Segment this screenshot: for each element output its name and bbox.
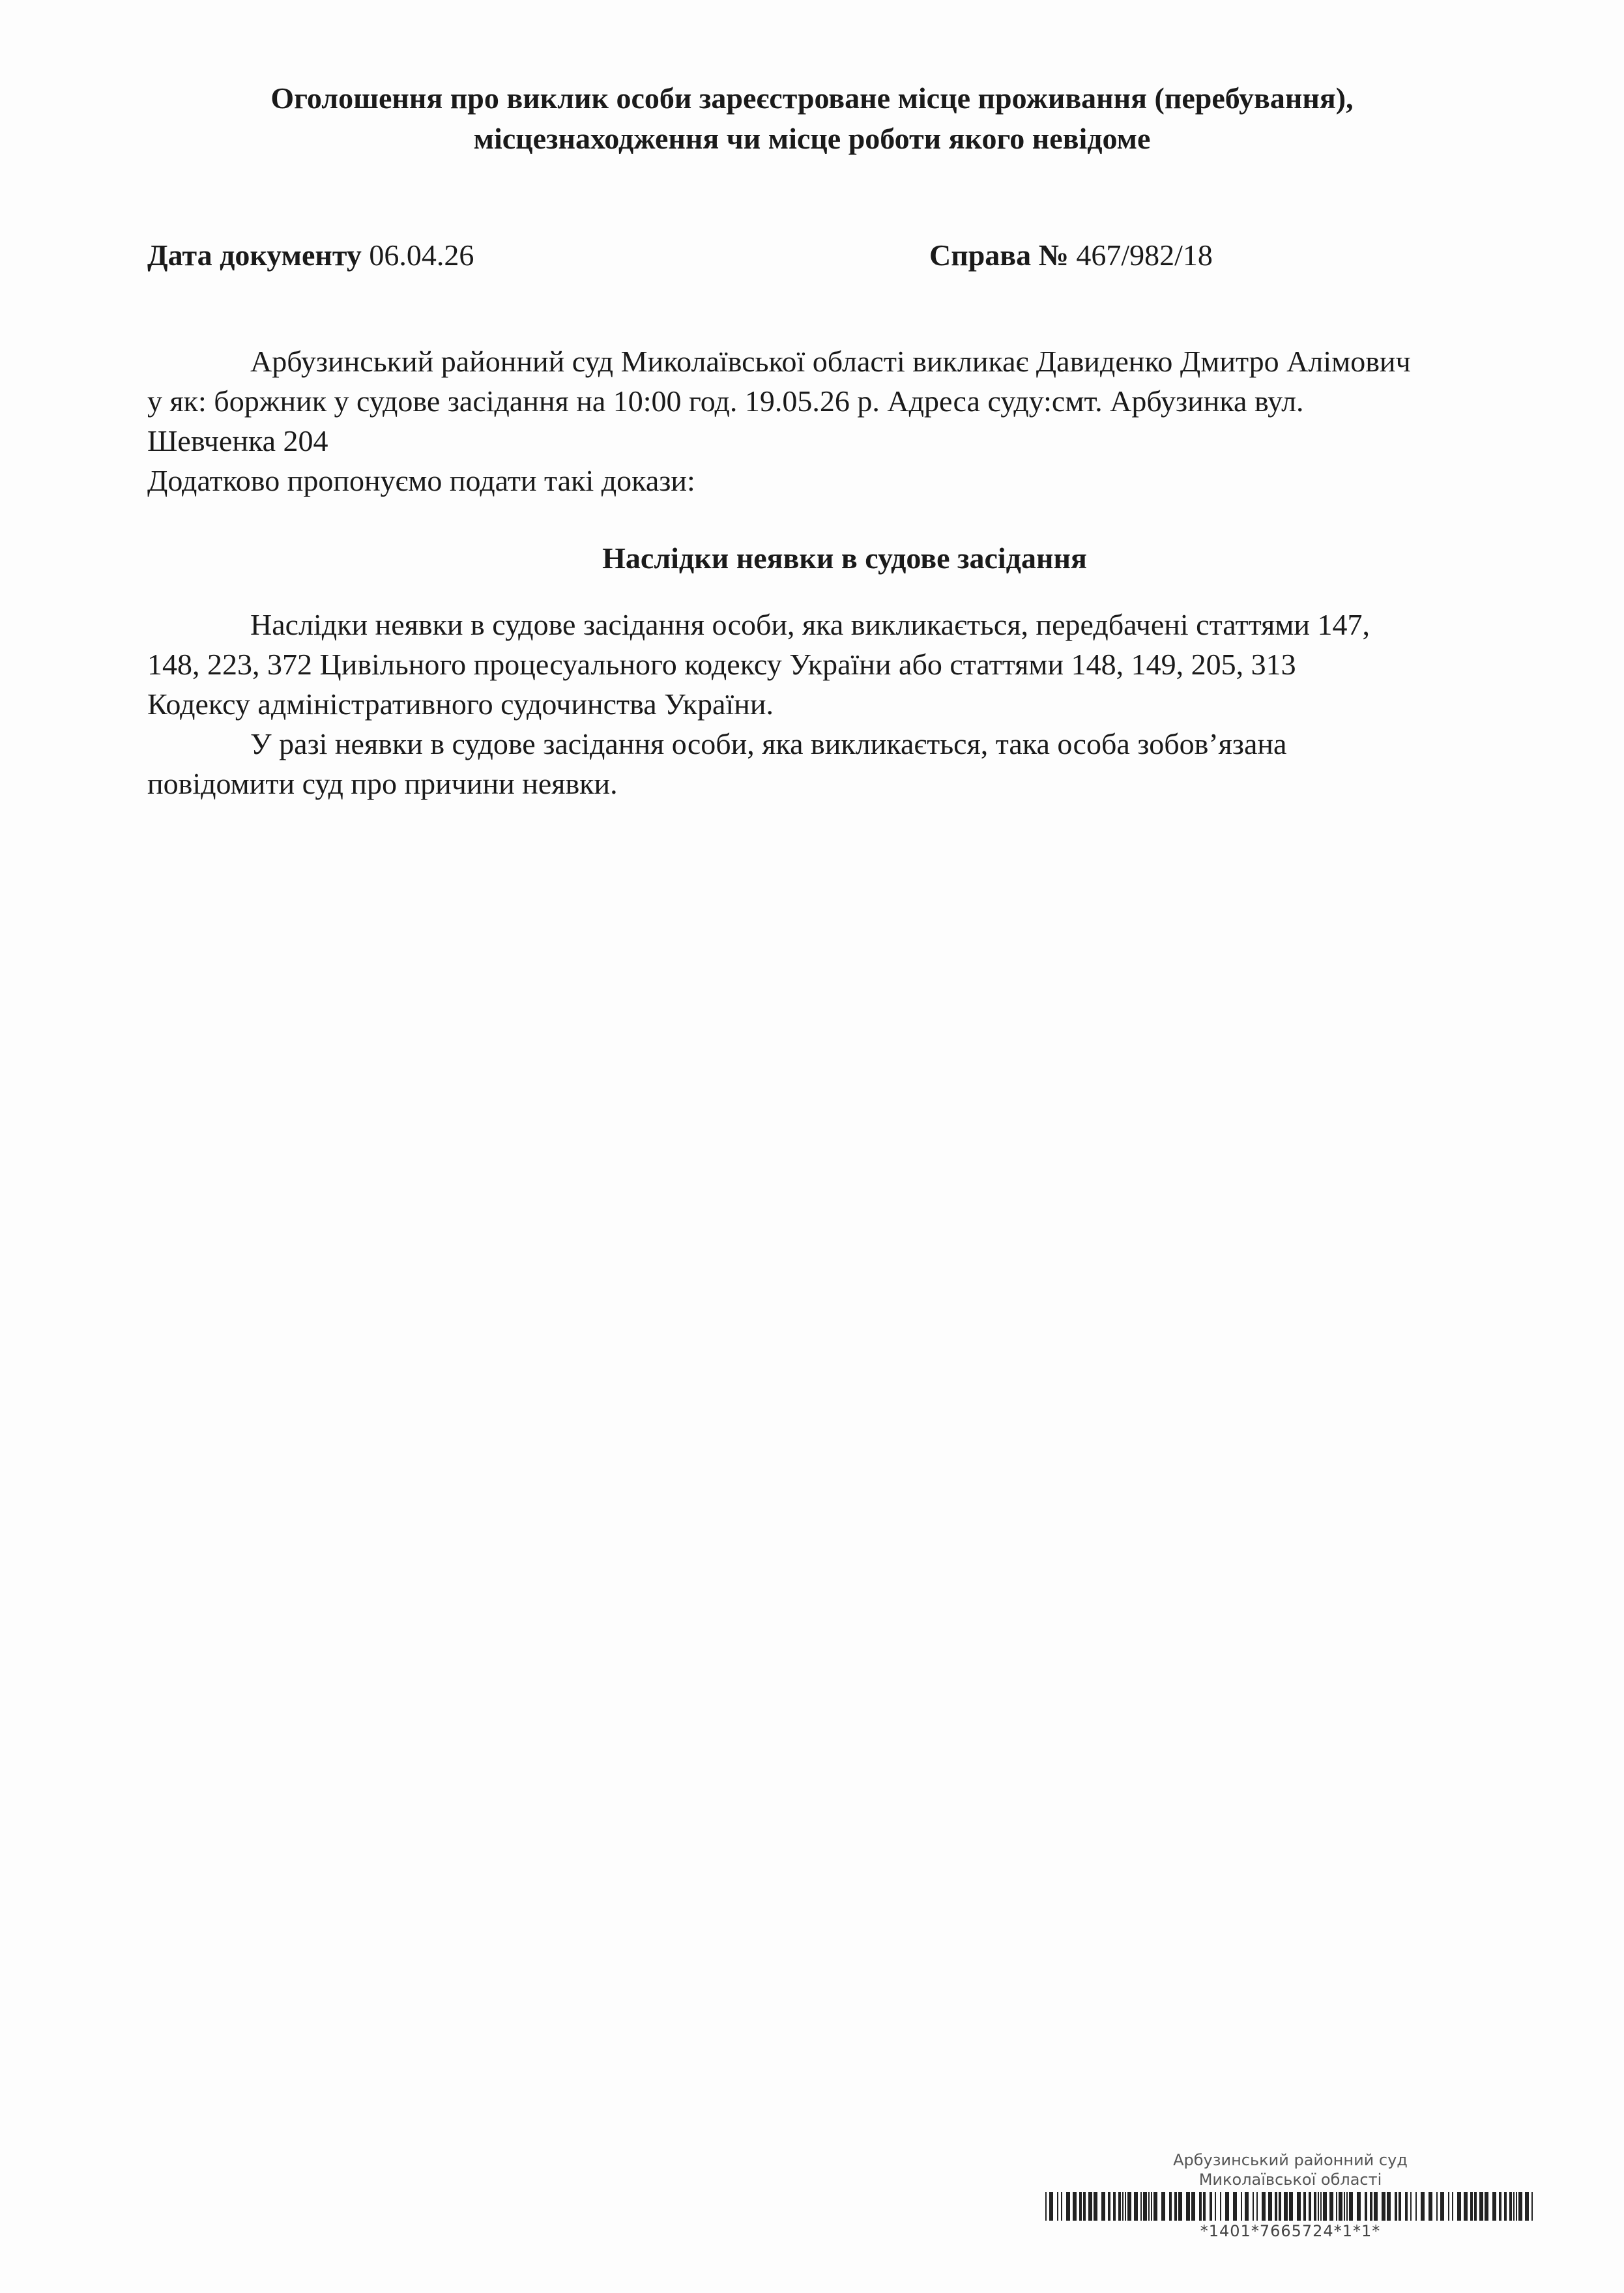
barcode-bar bbox=[1513, 2192, 1515, 2221]
consequences-heading: Наслідки неявки в судове засідання bbox=[602, 541, 1087, 575]
document-meta bbox=[147, 235, 1516, 276]
barcode-bar bbox=[1314, 2192, 1316, 2221]
barcode-bar bbox=[1464, 2192, 1468, 2221]
barcode-bar bbox=[1284, 2192, 1288, 2221]
case-number bbox=[929, 235, 1213, 276]
barcode-bar bbox=[1399, 2192, 1401, 2221]
barcode-bar bbox=[1344, 2192, 1345, 2221]
case-label: Справа № bbox=[929, 238, 1069, 272]
barcode-bar bbox=[1140, 2192, 1142, 2221]
barcode-bar bbox=[1440, 2192, 1444, 2221]
barcode-bar bbox=[1485, 2192, 1488, 2221]
barcode-bar bbox=[1203, 2192, 1206, 2221]
barcode-bar bbox=[1245, 2192, 1249, 2221]
consequences-line: Наслідки неявки в судове засідання особи, яка викликається, передбачені статтями 147, bbox=[250, 608, 1370, 641]
barcode-bar bbox=[1127, 2192, 1131, 2221]
barcode-bar bbox=[1101, 2192, 1105, 2221]
barcode-bar bbox=[1318, 2192, 1319, 2221]
barcode-bar bbox=[1199, 2192, 1202, 2221]
barcode-bar bbox=[1448, 2192, 1449, 2221]
barcode-bar bbox=[1256, 2192, 1258, 2221]
barcode-bar bbox=[1289, 2192, 1293, 2221]
summons-paragraph bbox=[147, 341, 1542, 500]
barcode-bar bbox=[1220, 2192, 1221, 2221]
barcode-bar bbox=[1186, 2192, 1190, 2221]
barcode-bar bbox=[1357, 2192, 1361, 2221]
barcode-bar bbox=[1169, 2192, 1172, 2221]
barcode-bar bbox=[1057, 2192, 1058, 2221]
barcode-bar bbox=[1323, 2192, 1327, 2221]
consequences-line: повідомити суд про причини неявки. bbox=[147, 767, 618, 800]
barcode-bar bbox=[1518, 2192, 1522, 2221]
barcode-bar bbox=[1125, 2192, 1126, 2221]
barcode-bar bbox=[1470, 2192, 1473, 2221]
barcode-bar bbox=[1191, 2192, 1195, 2221]
barcode-bar bbox=[1452, 2192, 1453, 2221]
barcode-bar bbox=[1210, 2192, 1212, 2221]
barcode-bar bbox=[1275, 2192, 1277, 2221]
consequences-line: У разі неявки в судове засідання особи, яка викликається, така особа зобов’язана bbox=[250, 727, 1287, 760]
summons-line: Шевченка 204 bbox=[147, 424, 328, 457]
barcode-bar bbox=[1525, 2192, 1529, 2221]
barcode-bar bbox=[1174, 2192, 1177, 2221]
barcode-bar bbox=[1504, 2192, 1507, 2221]
barcode-bar bbox=[1421, 2192, 1425, 2221]
barcode-bar bbox=[1509, 2192, 1512, 2221]
barcode-bar bbox=[1531, 2192, 1533, 2221]
barcode-bar bbox=[1088, 2192, 1092, 2221]
barcode-icon bbox=[1043, 2192, 1538, 2221]
barcode-bar bbox=[1073, 2192, 1077, 2221]
barcode-bar bbox=[1241, 2192, 1242, 2221]
stamp-region: Миколаївської області bbox=[1198, 2170, 1382, 2189]
barcode-bar bbox=[1474, 2192, 1477, 2221]
barcode-bar bbox=[1387, 2192, 1391, 2221]
barcode-bar bbox=[1108, 2192, 1110, 2221]
barcode-bar bbox=[1279, 2192, 1281, 2221]
barcode-bar bbox=[1094, 2192, 1097, 2221]
barcode bbox=[1043, 2192, 1538, 2221]
barcode-bar bbox=[1253, 2192, 1254, 2221]
date-value: 06.04.26 bbox=[369, 238, 474, 272]
barcode-bar bbox=[1122, 2192, 1124, 2221]
barcode-bar bbox=[1178, 2192, 1182, 2221]
title-line-2: місцезнаходження чи місце роботи якого невідоме bbox=[473, 122, 1151, 155]
barcode-bar bbox=[1339, 2192, 1342, 2221]
barcode-bar bbox=[1479, 2192, 1483, 2221]
barcode-bar bbox=[1297, 2192, 1301, 2221]
barcode-bar bbox=[1151, 2192, 1152, 2221]
barcode-bar bbox=[1499, 2192, 1501, 2221]
barcode-bar bbox=[1436, 2192, 1438, 2221]
barcode-bar bbox=[1492, 2192, 1496, 2221]
barcode-bar bbox=[1309, 2192, 1311, 2221]
barcode-bar bbox=[1303, 2192, 1306, 2221]
consequences-line: 148, 223, 372 Цивільного процесуального кодексу України або статтями 148, 149, 205, 313 bbox=[147, 648, 1296, 681]
date-label: Дата документу bbox=[147, 238, 362, 272]
barcode-bar bbox=[1153, 2192, 1157, 2221]
court-stamp bbox=[1043, 2150, 1538, 2240]
barcode-bar bbox=[1346, 2192, 1348, 2221]
barcode-bar bbox=[1365, 2192, 1367, 2221]
barcode-bar bbox=[1079, 2192, 1082, 2221]
barcode-bar bbox=[1049, 2192, 1053, 2221]
barcode-bar bbox=[1268, 2192, 1272, 2221]
barcode-bar bbox=[1320, 2192, 1322, 2221]
barcode-bar bbox=[1061, 2192, 1062, 2221]
consequences-paragraph bbox=[147, 605, 1542, 803]
barcode-bar bbox=[1415, 2192, 1417, 2221]
barcode-bar bbox=[1410, 2192, 1412, 2221]
document-date bbox=[147, 235, 474, 276]
barcode-bar bbox=[1148, 2192, 1150, 2221]
barcode-bar bbox=[1382, 2192, 1385, 2221]
title-line-1: Оголошення про виклик особи зареєстроване місце проживання (перебування), bbox=[270, 81, 1354, 115]
barcode-bar bbox=[1374, 2192, 1378, 2221]
barcode-bar bbox=[1134, 2192, 1138, 2221]
barcode-bar bbox=[1083, 2192, 1086, 2221]
barcode-bar bbox=[1143, 2192, 1147, 2221]
barcode-bar bbox=[1113, 2192, 1116, 2221]
barcode-bar bbox=[1225, 2192, 1229, 2221]
case-value: 467/982/18 bbox=[1076, 238, 1213, 272]
summons-line: Додатково пропонуємо подати такі докази: bbox=[147, 464, 695, 497]
barcode-bar bbox=[1457, 2192, 1461, 2221]
barcode-bar bbox=[1215, 2192, 1216, 2221]
barcode-bar bbox=[1161, 2192, 1165, 2221]
document-title bbox=[130, 78, 1494, 159]
barcode-bar bbox=[1428, 2192, 1432, 2221]
barcode-bar bbox=[1336, 2192, 1337, 2221]
consequences-line: Кодексу адміністративного судочинства України. bbox=[147, 687, 774, 721]
barcode-bar bbox=[1045, 2192, 1047, 2221]
barcode-bar bbox=[1349, 2192, 1353, 2221]
barcode-bar bbox=[1118, 2192, 1121, 2221]
barcode-bar bbox=[1329, 2192, 1333, 2221]
barcode-bar bbox=[1066, 2192, 1070, 2221]
stamp-court-name: Арбузинський районний суд bbox=[1173, 2151, 1408, 2169]
summons-line: Арбузинський районний суд Миколаївської області викликає Давиденко Дмитро Алімович bbox=[250, 345, 1411, 378]
barcode-bar bbox=[1262, 2192, 1266, 2221]
barcode-bar bbox=[1516, 2192, 1517, 2221]
barcode-bar bbox=[1370, 2192, 1372, 2221]
barcode-number: *1401*7665724*1*1* bbox=[1200, 2222, 1381, 2240]
barcode-bar bbox=[1233, 2192, 1237, 2221]
summons-line: у як: боржник у судове засідання на 10:00 год. 19.05.26 р. Адреса суду:смт. Арбузинка вул. bbox=[147, 384, 1304, 418]
barcode-bar bbox=[1395, 2192, 1397, 2221]
barcode-bar bbox=[1405, 2192, 1408, 2221]
